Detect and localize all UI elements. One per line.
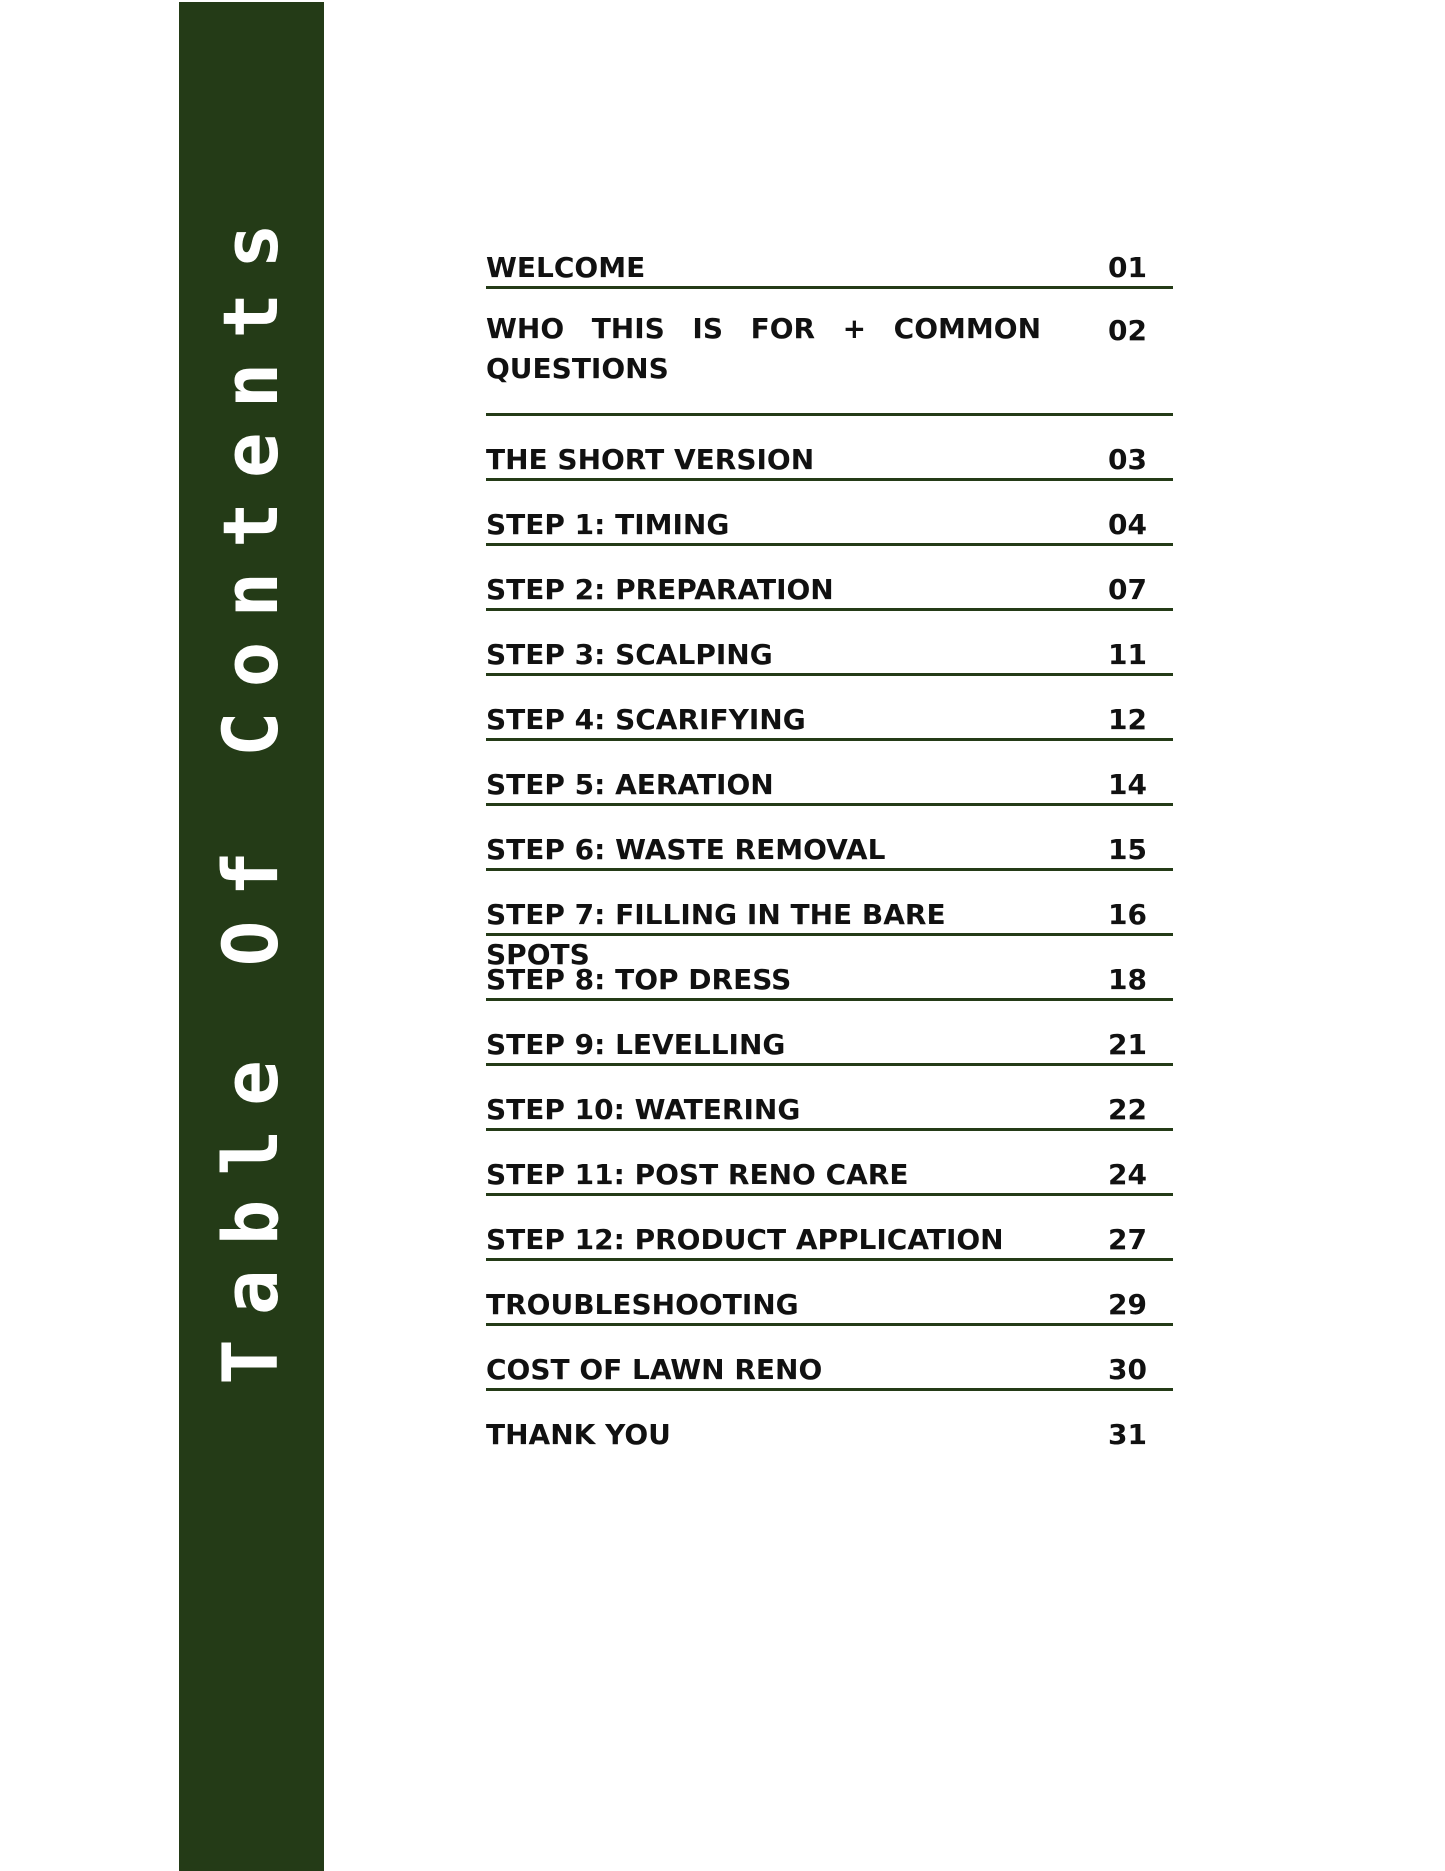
toc-page-number: 02 xyxy=(1108,314,1147,347)
toc-page-number: 24 xyxy=(1108,1158,1147,1191)
toc-page-number: 31 xyxy=(1108,1418,1147,1451)
toc-label: WELCOME xyxy=(486,251,646,284)
toc-label: STEP 3: SCALPING xyxy=(486,638,773,671)
toc-list xyxy=(486,224,1173,1456)
toc-page-number: 30 xyxy=(1108,1353,1147,1386)
toc-label: STEP 9: LEVELLING xyxy=(486,1028,786,1061)
toc-row-step-8[interactable] xyxy=(486,936,1173,1001)
toc-label: STEP 8: TOP DRESS xyxy=(486,963,792,996)
toc-page-number: 12 xyxy=(1108,703,1147,736)
toc-row-cost[interactable] xyxy=(486,1326,1173,1391)
toc-label: WHO THIS IS FOR + COMMON QUESTIONS xyxy=(486,312,1041,385)
toc-label: STEP 4: SCARIFYING xyxy=(486,703,806,736)
toc-row-step-1[interactable] xyxy=(486,481,1173,546)
toc-label: STEP 11: POST RENO CARE xyxy=(486,1158,909,1191)
toc-page-number: 22 xyxy=(1108,1093,1147,1126)
toc-page-number: 03 xyxy=(1108,443,1147,476)
toc-page-number: 11 xyxy=(1108,638,1147,671)
toc-page-number: 04 xyxy=(1108,508,1147,541)
toc-label: STEP 2: PREPARATION xyxy=(486,573,834,606)
sidebar-band xyxy=(179,2,324,1871)
toc-row-step-3[interactable] xyxy=(486,611,1173,676)
toc-page-number: 07 xyxy=(1108,573,1147,606)
toc-row-thank-you[interactable] xyxy=(486,1391,1173,1456)
toc-row-step-9[interactable] xyxy=(486,1001,1173,1066)
toc-page-number: 14 xyxy=(1108,768,1147,801)
toc-row-step-12[interactable] xyxy=(486,1196,1173,1261)
toc-label: STEP 5: AERATION xyxy=(486,768,774,801)
toc-label: TROUBLESHOOTING xyxy=(486,1288,799,1321)
toc-row-step-4[interactable] xyxy=(486,676,1173,741)
toc-label: STEP 7: FILLING IN THE BARE SPOTS xyxy=(486,898,946,971)
toc-page-number: 01 xyxy=(1108,251,1147,284)
toc-page-number: 15 xyxy=(1108,833,1147,866)
toc-label: STEP 6: WASTE REMOVAL xyxy=(486,833,886,866)
toc-page-number: 18 xyxy=(1108,963,1147,996)
toc-row-step-2[interactable] xyxy=(486,546,1173,611)
page-title: Table Of Contents xyxy=(206,199,295,1385)
toc-row-troubleshooting[interactable] xyxy=(486,1261,1173,1326)
toc-row-step-6[interactable] xyxy=(486,806,1173,871)
toc-page-number: 21 xyxy=(1108,1028,1147,1061)
toc-page-number: 16 xyxy=(1108,898,1147,931)
toc-row-short-version[interactable] xyxy=(486,416,1173,481)
toc-row-step-11[interactable] xyxy=(486,1131,1173,1196)
toc-label: COST OF LAWN RENO xyxy=(486,1353,823,1386)
toc-label: STEP 12: PRODUCT APPLICATION xyxy=(486,1223,1004,1256)
toc-page-number: 27 xyxy=(1108,1223,1147,1256)
toc-page-number: 29 xyxy=(1108,1288,1147,1321)
toc-label: THE SHORT VERSION xyxy=(486,443,815,476)
toc-label: THANK YOU xyxy=(486,1418,671,1451)
toc-row-step-7[interactable] xyxy=(486,871,1173,971)
toc-row-step-5[interactable] xyxy=(486,741,1173,806)
toc-label: STEP 10: WATERING xyxy=(486,1093,801,1126)
toc-row-welcome[interactable] xyxy=(486,224,1173,289)
toc-row-who-this-is-for[interactable] xyxy=(486,289,1173,416)
toc-label: STEP 1: TIMING xyxy=(486,508,730,541)
toc-row-step-10[interactable] xyxy=(486,1066,1173,1131)
